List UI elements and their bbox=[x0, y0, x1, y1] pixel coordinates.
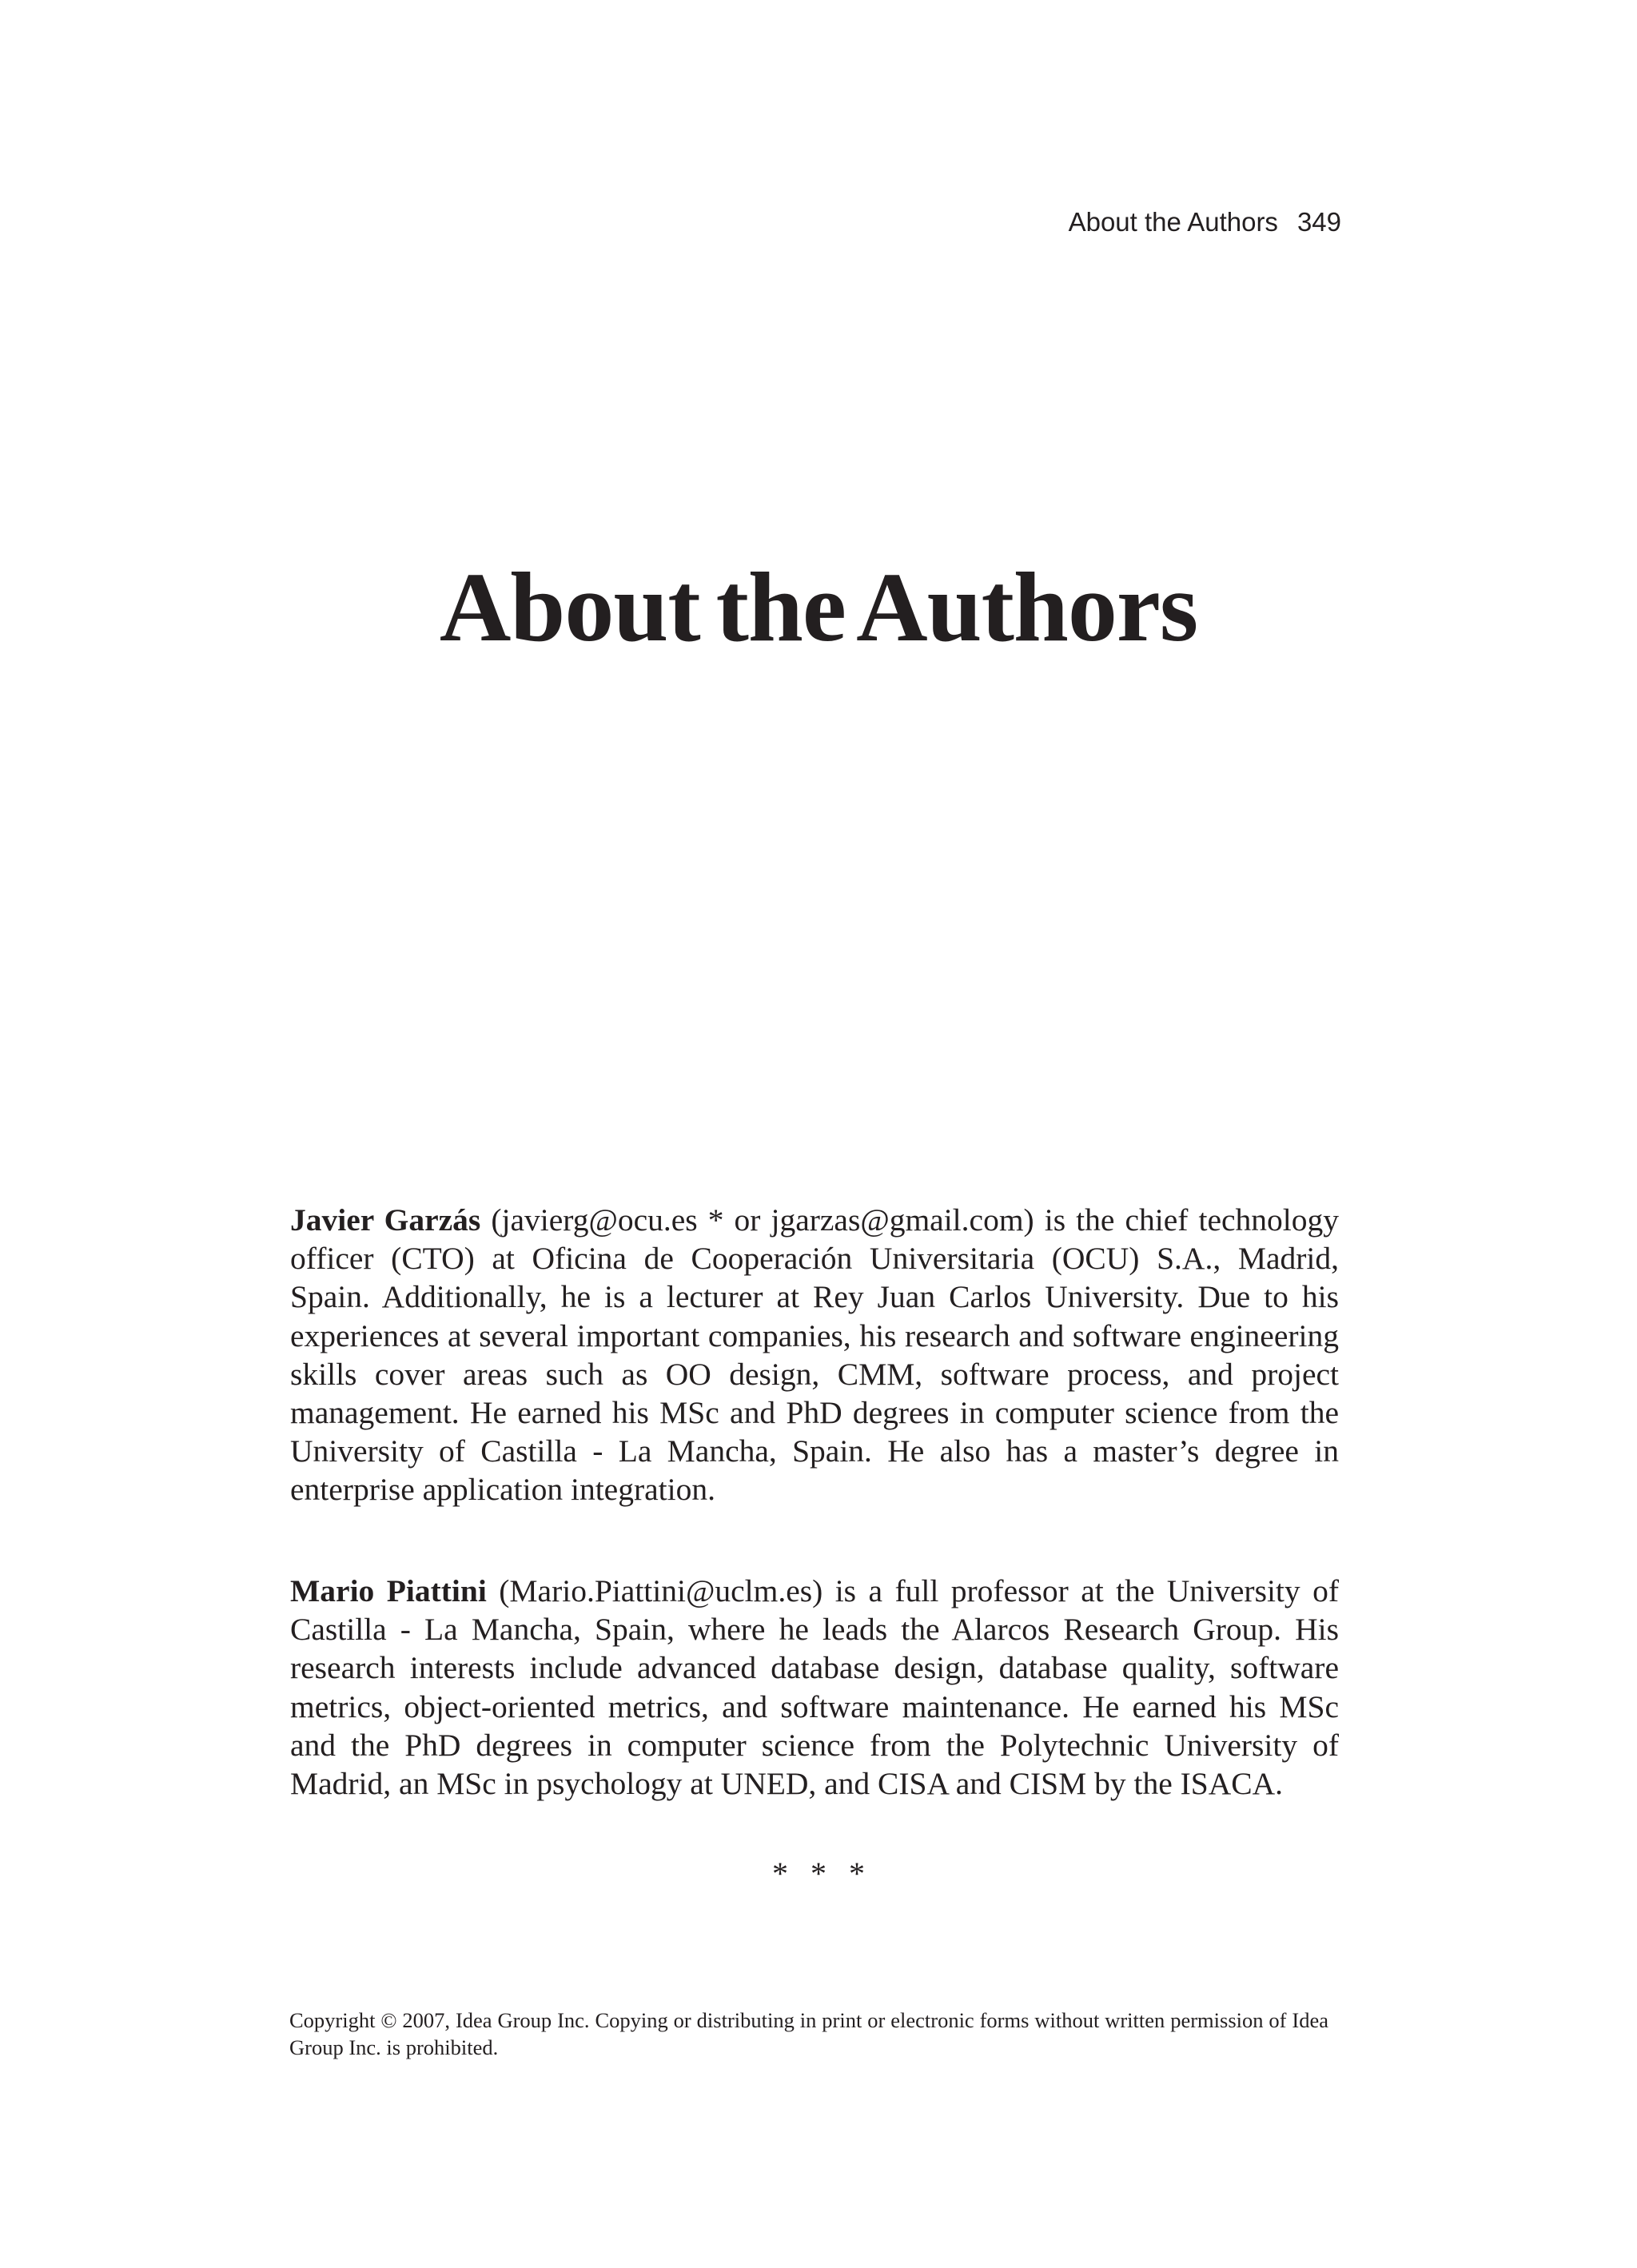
section-separator: * * * bbox=[772, 1855, 865, 1891]
author-bio-piattini bbox=[290, 1572, 1339, 1803]
author-bio-text: (Mario.Piattini@uclm.es) is a full professor at the University of Castilla - La Mancha, Spain, where he leads the Alarcos Research Group. His research interests include advanced database design, database quality, software metrics, object-oriented metrics, and software maintenance. He earned his MSc and the PhD degrees in computer science from the Polytechnic University of Madrid, an MSc in psychology at UNED, and CISA and CISM by the ISACA. bbox=[290, 1573, 1339, 1802]
running-head-section: About the Authors bbox=[1068, 207, 1278, 237]
running-head bbox=[1069, 206, 1341, 238]
author-name: Mario Piattini bbox=[290, 1573, 487, 1608]
page-number: 349 bbox=[1296, 207, 1341, 237]
author-name: Javier Garzás bbox=[290, 1202, 481, 1238]
page-title: About the Authors bbox=[439, 552, 1198, 662]
copyright-notice: Copyright © 2007, Idea Group Inc. Copying or distributing in print or electronic forms without written permission of Idea Group Inc. is prohibited. bbox=[289, 2008, 1328, 2059]
author-bio-text: (javierg@ocu.es * or jgarzas@gmail.com) is the chief technology officer (CTO) at Oficina de Cooperación Universitaria (OCU) S.A., Madrid, Spain. Additionally, he is a lecturer at Rey Juan Carlos University. Due to his experiences at several important companies, his research and software engineering skills cover areas such as OO design, CMM, software process, and project management. He earned his MSc and PhD degrees in computer science from the University of Castilla - La Mancha, Spain. He also has a master’s degree in enterprise application integration. bbox=[290, 1202, 1339, 1508]
author-bio-garzas bbox=[290, 1201, 1339, 1509]
